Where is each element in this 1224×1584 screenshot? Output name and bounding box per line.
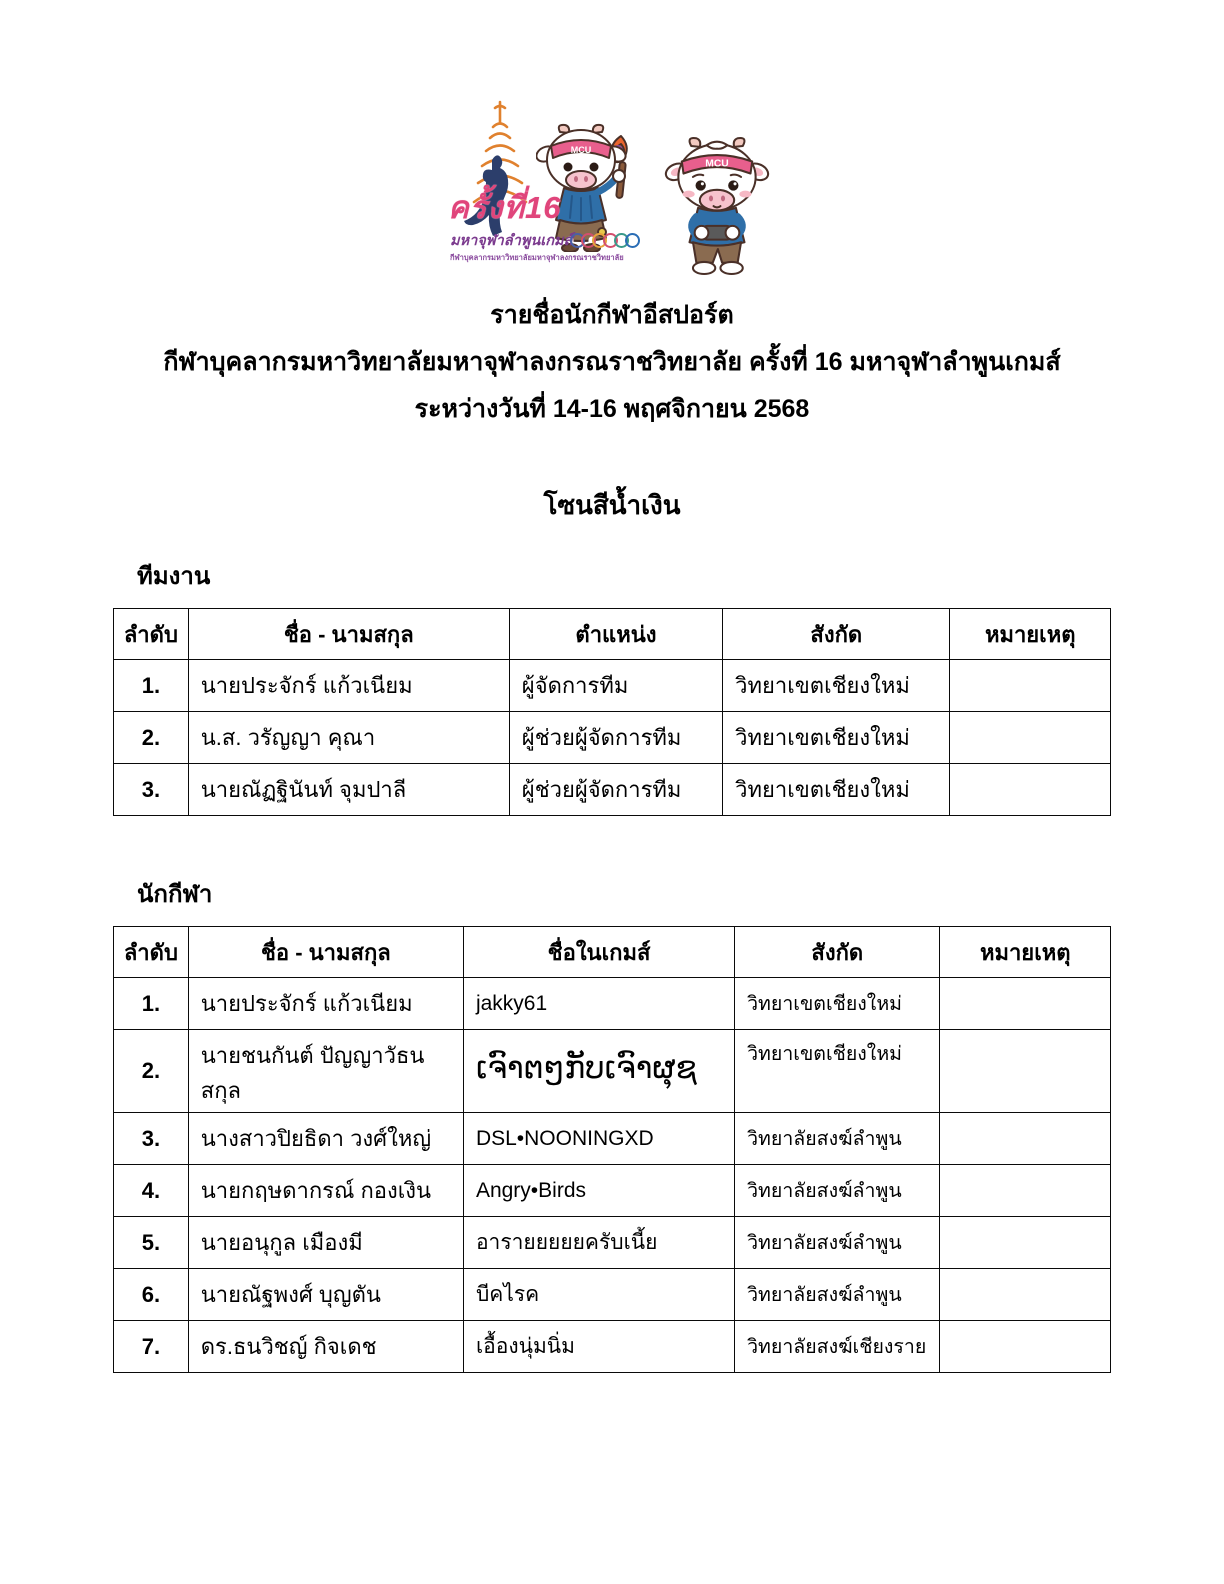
athlete-name: นายอนุกูล เมืองมี bbox=[188, 1217, 463, 1269]
athlete-affiliation: วิทยาเขตเชียงใหม่ bbox=[735, 978, 940, 1030]
staff-col-position: ตำแหน่ง bbox=[509, 609, 722, 660]
athlete-affiliation: วิทยาลัยสงฆ์เชียงราย bbox=[735, 1321, 940, 1373]
table-row bbox=[114, 1113, 1111, 1165]
staff-affiliation: วิทยาเขตเชียงใหม่ bbox=[723, 712, 950, 764]
row-number: 2. bbox=[114, 1030, 189, 1113]
staff-col-note: หมายเหตุ bbox=[950, 609, 1111, 660]
staff-col-affiliation: สังกัด bbox=[723, 609, 950, 660]
table-row bbox=[114, 1030, 1111, 1113]
table-row bbox=[114, 1165, 1111, 1217]
staff-note bbox=[950, 712, 1111, 764]
zone-heading: โซนสีน้ำเงิน bbox=[543, 490, 681, 520]
ring-icon bbox=[625, 233, 640, 248]
athlete-note bbox=[940, 978, 1111, 1030]
staff-position: ผู้จัดการทีม bbox=[509, 660, 722, 712]
table-row bbox=[114, 764, 1111, 816]
page-title: รายชื่อนักกีฬาอีสปอร์ต bbox=[490, 301, 734, 329]
athlete-note bbox=[940, 1113, 1111, 1165]
staff-note bbox=[950, 660, 1111, 712]
staff-note bbox=[950, 764, 1111, 816]
athletes-col-game-name: ชื่อในเกมส์ bbox=[463, 927, 734, 978]
page-subtitle: กีฬาบุคลากรมหาวิทยาลัยมหาจุฬาลงกรณราชวิทยาลัย ครั้งที่ 16 มหาจุฬาลำพูนเกมส์ bbox=[163, 348, 1061, 376]
logo-edition-text: ครั้งที่16 bbox=[448, 190, 562, 225]
table-row bbox=[114, 1269, 1111, 1321]
athlete-name: นายชนกันต์ ปัญญาวัธนสกุล bbox=[188, 1030, 463, 1113]
staff-col-name: ชื่อ - นามสกุล bbox=[188, 609, 509, 660]
row-number: 5. bbox=[114, 1217, 189, 1269]
athletes-section-label: นักกีฬา bbox=[137, 881, 213, 908]
table-row bbox=[114, 712, 1111, 764]
athlete-note bbox=[940, 1321, 1111, 1373]
staff-table bbox=[113, 608, 1111, 816]
staff-position: ผู้ช่วยผู้จัดการทีม bbox=[509, 712, 722, 764]
athlete-game-name: บีคไรค bbox=[463, 1269, 734, 1321]
athlete-affiliation: วิทยาเขตเชียงใหม่ bbox=[735, 1030, 940, 1113]
athlete-affiliation: วิทยาลัยสงฆ์ลำพูน bbox=[735, 1165, 940, 1217]
athlete-game-name: Angry•Birds bbox=[463, 1165, 734, 1217]
staff-name: น.ส. วรัญญา คุณา bbox=[188, 712, 509, 764]
athlete-game-name: อารายยยยยครับเนี้ย bbox=[463, 1217, 734, 1269]
logo-tagline: กีฬาบุคลากรมหาวิทยาลัยมหาจุฬาลงกรณราชวิทยาลัย bbox=[450, 253, 624, 262]
athletes-col-no: ลำดับ bbox=[114, 927, 189, 978]
table-row bbox=[114, 660, 1111, 712]
athlete-game-name: DSL•NOONINGXD bbox=[463, 1113, 734, 1165]
athlete-note bbox=[940, 1269, 1111, 1321]
athlete-name: ดร.ธนวิชญ์ กิจเดช bbox=[188, 1321, 463, 1373]
staff-position: ผู้ช่วยผู้จัดการทีม bbox=[509, 764, 722, 816]
athletes-col-note: หมายเหตุ bbox=[940, 927, 1111, 978]
title-block bbox=[0, 292, 1224, 433]
staff-header-row bbox=[114, 609, 1111, 660]
athlete-name: นายประจักร์ แก้วเนียม bbox=[188, 978, 463, 1030]
logo-games-name: มหาจุฬาลำพูนเกมส์ bbox=[450, 233, 573, 249]
mcu-headband-text: MCU bbox=[570, 145, 592, 155]
staff-col-no: ลำดับ bbox=[114, 609, 189, 660]
athlete-affiliation: วิทยาลัยสงฆ์ลำพูน bbox=[735, 1217, 940, 1269]
athlete-note bbox=[940, 1030, 1111, 1113]
athlete-affiliation: วิทยาลัยสงฆ์ลำพูน bbox=[735, 1113, 940, 1165]
staff-name: นายประจักร์ แก้วเนียม bbox=[188, 660, 509, 712]
row-number: 3. bbox=[114, 764, 189, 816]
athlete-name: นายกฤษดากรณ์ กองเงิน bbox=[188, 1165, 463, 1217]
row-number: 3. bbox=[114, 1113, 189, 1165]
athletes-table bbox=[113, 926, 1111, 1373]
athletes-col-name: ชื่อ - นามสกุล bbox=[188, 927, 463, 978]
table-row bbox=[114, 978, 1111, 1030]
staff-affiliation: วิทยาเขตเชียงใหม่ bbox=[723, 660, 950, 712]
row-number: 1. bbox=[114, 660, 189, 712]
table-row bbox=[114, 1217, 1111, 1269]
olympic-rings-icon bbox=[574, 233, 640, 248]
athletes-col-affiliation: สังกัด bbox=[735, 927, 940, 978]
athlete-affiliation: วิทยาลัยสงฆ์ลำพูน bbox=[735, 1269, 940, 1321]
athlete-name: นางสาวปิยธิดา วงศ์ใหญ่ bbox=[188, 1113, 463, 1165]
athlete-note bbox=[940, 1217, 1111, 1269]
row-number: 6. bbox=[114, 1269, 189, 1321]
athlete-note bbox=[940, 1165, 1111, 1217]
athlete-game-name: เอื้องนุ่มนิ่ม bbox=[463, 1321, 734, 1373]
row-number: 2. bbox=[114, 712, 189, 764]
athlete-game-name: jakky61 bbox=[463, 978, 734, 1030]
date-line: ระหว่างวันที่ 14-16 พฤศจิกายน 2568 bbox=[414, 395, 810, 423]
staff-section-label: ทีมงาน bbox=[137, 563, 211, 590]
row-number: 4. bbox=[114, 1165, 189, 1217]
row-number: 1. bbox=[114, 978, 189, 1030]
staff-name: นายณัฏฐินันท์ จุมปาลี bbox=[188, 764, 509, 816]
athlete-game-name: ເຈົາຕໆກັບເຈົາຜຸຊ bbox=[463, 1030, 734, 1113]
logo-games-name-row bbox=[450, 229, 640, 252]
table-row bbox=[114, 1321, 1111, 1373]
gamer-mascot-icon bbox=[658, 134, 776, 280]
mcu-headband-text: MCU bbox=[705, 158, 729, 170]
row-number: 7. bbox=[114, 1321, 189, 1373]
athlete-name: นายณัฐพงศ์ บุญตัน bbox=[188, 1269, 463, 1321]
staff-affiliation: วิทยาเขตเชียงใหม่ bbox=[723, 764, 950, 816]
event-logo-left bbox=[448, 98, 644, 276]
event-logo bbox=[0, 0, 1224, 280]
athletes-header-row bbox=[114, 927, 1111, 978]
